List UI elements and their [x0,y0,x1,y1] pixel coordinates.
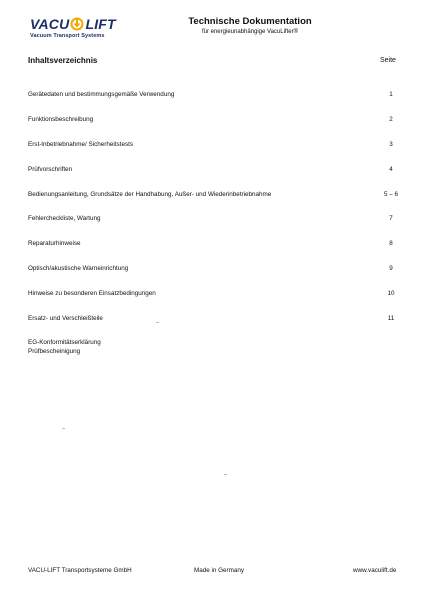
toc-entry [28,239,408,249]
toc-entry [28,165,408,175]
toc-entry-page: 5 – 6 [383,191,398,198]
logo-mark-icon [70,17,84,31]
toc-entry-title: Bedienungsanleitung, Grundsätze der Handhabung, Außer- und Wiederinbetriebnahme [28,191,272,198]
toc-appendix [28,339,101,356]
logo-wordmark [30,16,140,32]
toc-entry [28,314,408,324]
toc-entry [28,264,408,274]
toc-entry-title: Ersatz- und Verschleißteile [28,315,103,322]
toc-entry-title: Prüfvorschriften [28,166,73,173]
toc-entry [28,289,408,299]
company-logo [30,16,140,42]
toc-entry [28,190,408,200]
toc-heading: Inhaltsverzeichnis [28,56,98,65]
footer-website[interactable]: www.vaculift.de [353,567,397,574]
toc-entry-title: Funktionsbeschreibung [28,116,94,123]
toc-entry [28,140,408,150]
toc-entry-page: 4 [389,166,393,173]
toc-entry-page: 7 [389,215,393,222]
toc-entry-title: Reparaturhinweise [28,240,81,247]
toc-entry [28,115,408,125]
toc-entry-page: 3 [389,141,393,148]
toc-entry-page: 10 [387,290,395,297]
toc-entry-title: Gerätedaten und bestimmungsgemäße Verwendung [28,91,175,98]
scan-speck [224,474,227,475]
document-title: Technische Dokumentation [188,16,312,27]
footer-made-in: Made in Germany [194,567,245,574]
toc-entry-page: 1 [389,91,393,98]
toc-appendix-line: Prüfbescheinigung [28,347,81,355]
scan-speck [62,428,65,429]
logo-subtitle: Vacuum Transport Systems [30,33,105,39]
toc-entry-page: 11 [387,315,395,322]
toc-entry-title: Optisch/akustische Warneinrichtung [28,265,129,272]
logo-text-right: LIFT [85,16,116,32]
scan-speck [156,322,159,323]
toc-entry-title: Fehlercheckliste, Wartung [28,215,101,222]
footer-company: VACU-LIFT Transportsysteme GmbH [28,567,132,574]
toc-entry-page: 2 [389,116,393,123]
toc-entry-title: Erst-Inbetriebnahme/ Sicherheitstests [28,141,133,148]
toc-entry [28,214,408,224]
toc-appendix-line: EG-Konformitätserklärung [28,339,101,346]
page-column-label: Seite [380,57,396,64]
toc-entry [28,90,408,100]
toc-entry-title: Hinweise zu besonderen Einsatzbedingungen [28,290,156,297]
toc-entry-page: 9 [389,265,393,272]
logo-text-left: VACU [30,16,70,32]
toc-entry-page: 8 [389,240,393,247]
document-header [160,16,340,36]
document-subtitle: für energieunabhängige VacuLifter® [201,29,299,35]
